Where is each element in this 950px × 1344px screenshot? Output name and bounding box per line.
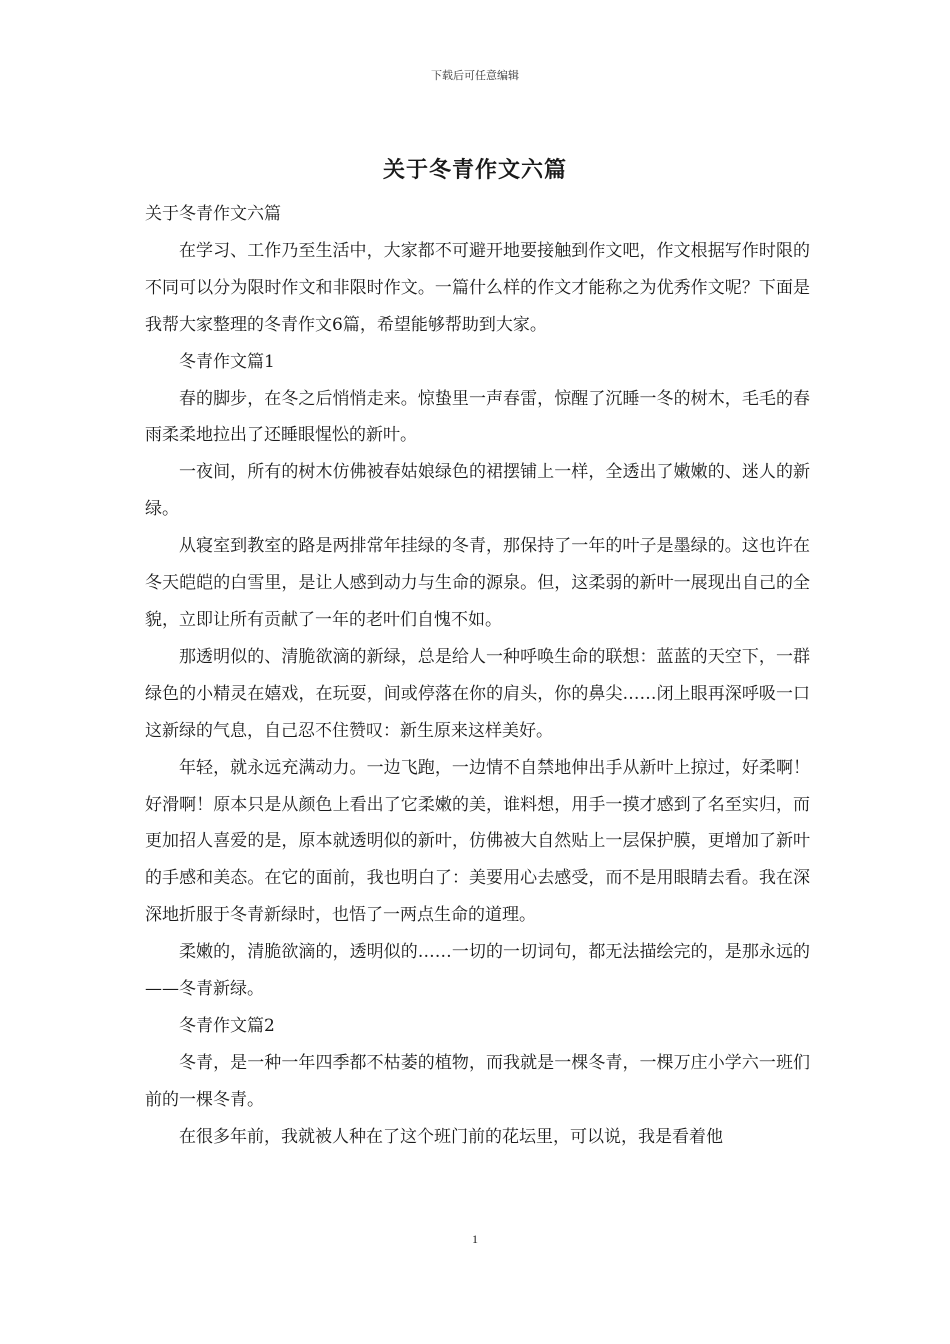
body-paragraph: 春的脚步，在冬之后悄悄走来。惊蛰里一声春雷，惊醒了沉睡一冬的树木，毛毛的春雨柔柔地拉出了还睡眼惺忪的新叶。 — [145, 388, 810, 446]
body-paragraph: 一夜间，所有的树木仿佛被春姑娘绿色的裙摆铺上一样，全透出了嫩嫩的、迷人的新绿。 — [145, 462, 810, 520]
page-number: 1 — [472, 1232, 478, 1246]
body-paragraph: 从寝室到教室的路是两排常年挂绿的冬青，那保持了一年的叶子是墨绿的。这也许在冬天皑皑的白雪里，是让人感到动力与生命的源泉。但，这柔弱的新叶一展现出自己的全貌，立即让所有贡献了一年的老叶们自愧不如。 — [145, 536, 810, 630]
body-paragraph: 柔嫩的，清脆欲滴的，透明似的……一切的一切词句，都无法描绘完的，是那永远的——冬青新绿。 — [145, 942, 810, 1000]
body-paragraph: 年轻，就永远充满动力。一边飞跑，一边情不自禁地伸出手从新叶上掠过，好柔啊！好滑啊！原本只是从颜色上看出了它柔嫩的美，谁料想，用手一摸才感到了名至实归，而更加招人喜爱的是，原本就透明似的新叶，仿佛被大自然贴上一层保护膜，更增加了新叶的手感和美态。在它的面前，我也明白了：美要用心去感受，而不是用眼睛去看。我在深深地折服于冬青新绿时，也悟了一两点生命的道理。 — [145, 757, 810, 926]
body-paragraph: 在很多年前，我就被人种在了这个班门前的花坛里，可以说，我是看着他 — [179, 1126, 723, 1147]
header-note: 下载后可任意编辑 — [431, 69, 519, 82]
document-body — [145, 196, 810, 1156]
document-title: 关于冬青作文六篇 — [382, 157, 567, 183]
body-paragraph: 冬青，是一种一年四季都不枯萎的植物，而我就是一棵冬青，一棵万庄小学六一班们前的一棵冬青。 — [145, 1052, 810, 1110]
subtitle-paragraph: 关于冬青作文六篇 — [145, 204, 281, 224]
section-heading-2: 冬青作文篇2 — [179, 1015, 275, 1036]
intro-paragraph: 在学习、工作乃至生活中，大家都不可避开地要接触到作文吧，作文根据写作时限的不同可以分为限时作文和非限时作文。一篇什么样的作文才能称之为优秀作文呢？下面是我帮大家整理的冬青作文6篇，希望能够帮助到大家。 — [145, 240, 810, 335]
body-paragraph: 那透明似的、清脆欲滴的新绿，总是给人一种呼唤生命的联想：蓝蓝的天空下，一群绿色的小精灵在嬉戏，在玩耍，间或停落在你的肩头，你的鼻尖……闭上眼再深呼吸一口这新绿的气息，自己忍不住赞叹：新生原来这样美好。 — [145, 646, 810, 741]
section-heading-1: 冬青作文篇1 — [179, 351, 275, 372]
